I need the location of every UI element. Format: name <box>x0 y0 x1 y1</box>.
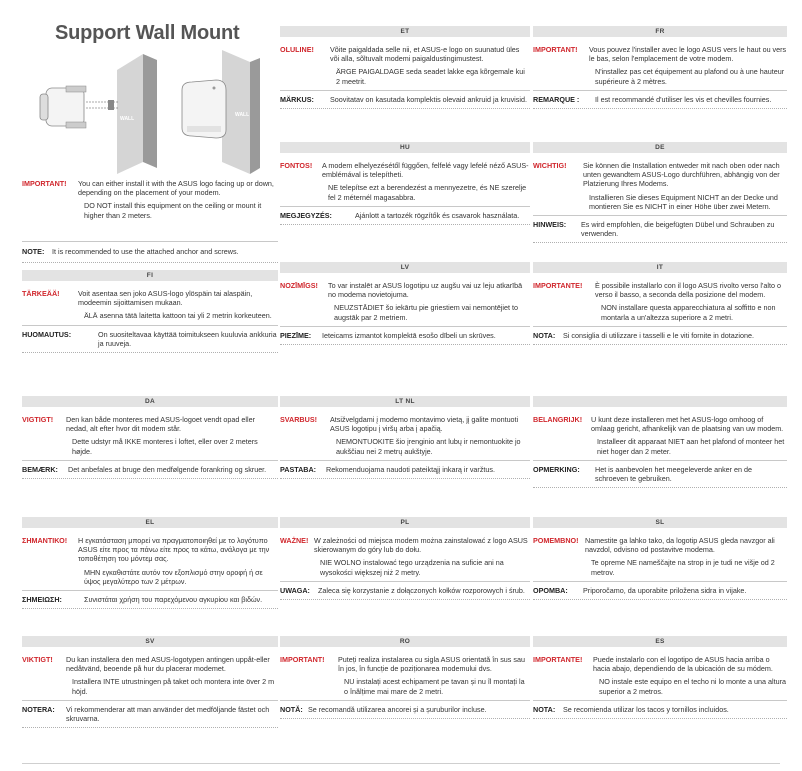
important-text-2: Installera INTE utrustningen på taket och montera inte över 2 m höjd. <box>72 677 275 696</box>
page-footer-line <box>22 763 780 764</box>
divider <box>280 718 530 719</box>
section-de <box>533 142 787 243</box>
note-label: BEMÆRK: <box>22 464 58 474</box>
important-text-2: NEUZSTĀDIET šo iekārtu pie griestiem vai nemontējiet to augstāk par 2 metriem. <box>334 303 519 322</box>
important-text-2: Installeer dit apparaat NIET aan het plafond of monteer het niet hoger dan 2 meter. <box>597 437 785 456</box>
note-text: Se recomandă utilizarea ancorei și a șuruburilor incluse. <box>308 704 487 714</box>
wall-label-right: WALL <box>235 112 250 118</box>
important-label: SVARBUS! <box>280 415 318 424</box>
important-text: Sie können die Installation entweder mit nach oben oder nach unten gewandtem ASUS-Logo durchführen, abhängig von der Platzierung Ihres Modems. <box>583 161 780 189</box>
note-label: PASTABA: <box>280 464 317 474</box>
note-text: Si consiglia di utilizzare i tasselli e le viti fornite in dotazione. <box>563 330 754 340</box>
important-label: ΣΗΜΑΝΤΙΚΟ! <box>22 536 68 545</box>
section-header: FI <box>22 270 278 281</box>
important-text: A modem elhelyezésétől függően, felfelé vagy lefelé néző ASUS-emblémával is telepítheti. <box>322 161 529 180</box>
router-mounted-view <box>182 80 226 138</box>
divider <box>533 599 787 600</box>
important-text: Voit asentaa sen joko ASUS-logo ylöspäin tai alaspäin, modeemin sijoittamisen mukaan. <box>78 289 253 308</box>
important-block <box>280 407 530 456</box>
note-label: OPOMBA: <box>533 585 568 595</box>
note-label: NOTA: <box>533 330 556 340</box>
important-text: Η εγκατάσταση μπορεί να πραγματοποιηθεί με το λογότυπο ASUS είτε προς τα πάνω είτε προς τα κάτω, ανάλογα με την τοποθέτηση του μόντεμ σας. <box>78 536 270 564</box>
important-block <box>533 153 787 211</box>
note-text: Il est recommandé d'utiliser les vis et chevilles fournies. <box>595 94 772 104</box>
important-text-2: NEMONTUOKITE šio įrenginio ant lubų ir nemontuokite jo aukščiau nei 2 metrų aukštyje. <box>336 437 521 456</box>
section-lv <box>280 262 530 345</box>
important-text-2: Dette udstyr må IKKE monteres i loftet, eller over 2 meters højde. <box>72 437 258 456</box>
note-block <box>22 591 278 604</box>
section-header: ET <box>280 26 530 37</box>
note-text: Ieteicams izmantot komplektā esošo dībeli un skrūves. <box>322 330 496 340</box>
note-block <box>280 327 530 340</box>
note-block <box>533 701 787 714</box>
section-da <box>22 396 278 479</box>
divider <box>533 718 787 719</box>
important-block-en <box>22 179 278 235</box>
divider <box>22 727 278 728</box>
note-text: Vi rekommenderar att man använder det medföljande fästet och skruvarna. <box>66 704 270 724</box>
section-header: FR <box>533 26 787 37</box>
note-block <box>533 91 787 104</box>
note-label: OPMERKING: <box>533 464 580 474</box>
important-label: IMPORTANT! <box>280 655 325 664</box>
divider <box>280 108 530 109</box>
note-label: NOTERA: <box>22 704 55 714</box>
note-block <box>22 326 278 348</box>
important-text: Puteți realiza instalarea cu sigla ASUS orientată în sus sau în jos, în funcție de poziționarea modemului dvs. <box>338 655 525 674</box>
note-text: On suositeltavaa käyttää toimitukseen kuuluvia ankkuria ja ruuveja. <box>98 329 277 348</box>
note-text: Zaleca się korzystanie z dołączonych kołków rozporowych i śrub. <box>318 585 525 595</box>
note-text: Rekomenduojama naudoti pateiktąjį inkarą ir varžtus. <box>326 464 495 474</box>
note-text: Se recomienda utilizar los tacos y tornillos incluidos. <box>563 704 729 714</box>
divider <box>22 352 278 353</box>
wall-mount-illustration <box>22 50 278 174</box>
important-label: POMEMBNO! <box>533 536 579 545</box>
important-block <box>22 528 278 586</box>
section-header: HU <box>280 142 530 153</box>
important-block <box>533 407 787 456</box>
divider <box>280 478 530 479</box>
note-block <box>22 461 278 474</box>
section-header: LV <box>280 262 530 273</box>
section-header: SL <box>533 517 787 528</box>
important-block <box>533 647 787 696</box>
section-header: ES <box>533 636 787 647</box>
section-pl <box>280 517 530 600</box>
important-block <box>22 647 278 696</box>
note-label: MEGJEGYZÉS: <box>280 210 332 220</box>
important-block <box>280 37 530 86</box>
important-block <box>22 281 278 321</box>
note-block <box>533 216 787 238</box>
important-text: You can either install it with the ASUS logo facing up or down, depending on the placement of your modem. <box>78 179 274 198</box>
important-text: Vous pouvez l'installer avec le logo ASUS vers le haut ou vers le bas, selon l'emplacement de votre modem. <box>589 45 787 64</box>
section-header: SV <box>22 636 278 647</box>
section-sl <box>533 517 787 600</box>
note-text: It is recommended to use the attached anchor and screws. <box>52 247 239 256</box>
important-block <box>280 528 530 577</box>
important-text: To var instalēt ar ASUS logotipu uz augšu vai uz leju atkarībā no modema novietojuma. <box>328 281 523 300</box>
important-block <box>22 407 278 456</box>
section-el <box>22 517 278 609</box>
note-label: MÄRKUS: <box>280 94 314 104</box>
note-text: Συνιστάται χρήση του παρεχόμενου αγκυρίου και βιδών. <box>84 595 263 605</box>
important-text-2: Te opreme NE nameščajte na strop in je tudi ne višje od 2 metrov. <box>591 558 775 577</box>
important-text: È possibile installarlo con il logo ASUS rivolto verso l'alto o verso il basso, a seconda della posizione del modem. <box>595 281 781 300</box>
note-label: HUOMAUTUS: <box>22 329 72 339</box>
section-sv <box>22 636 278 728</box>
note-block <box>533 461 787 483</box>
important-text-2: NU instalați acest echipament pe tavan și nu îl montați la o înălțime mai mare de 2 metri. <box>344 677 525 696</box>
important-text: Den kan både monteres med ASUS-logoet vendt opad eller nedad, alt efter hvor dit modem står. <box>66 415 255 434</box>
note-block <box>280 582 530 595</box>
note-label: HINWEIS: <box>533 220 567 230</box>
important-text-2: ÄRGE PAIGALDAGE seda seadet lakke ega kõrgemale kui 2 meetrit. <box>336 67 525 86</box>
section-header: LT NL <box>280 396 530 407</box>
important-block <box>280 153 530 202</box>
note-label: REMARQUE : <box>533 94 580 104</box>
note-block-en <box>22 242 278 256</box>
section-header: EL <box>22 517 278 528</box>
important-label: BELANGRIJK! <box>533 415 583 424</box>
wall-right <box>222 50 260 174</box>
section-nl <box>533 396 787 488</box>
section-fr <box>533 26 787 109</box>
wall-left <box>117 54 157 174</box>
important-block <box>280 273 530 322</box>
section-en <box>22 179 278 263</box>
important-text-2: NE telepítse ezt a berendezést a mennyezetre, és NE szerelje fel 2 méternél magasabbra. <box>328 183 527 202</box>
note-text: Het is aanbevolen het meegeleverde anker en de schroeven te gebruiken. <box>595 464 753 484</box>
important-text-2: NIE WOLNO instalować tego urządzenia na suficie ani na wysokości większej niż 2 metry. <box>320 558 504 577</box>
important-label: WAŻNE! <box>280 536 309 545</box>
note-text: Soovitatav on kasutada komplektis olevaid ankruid ja kruvisid. <box>330 94 527 104</box>
divider <box>533 108 787 109</box>
important-label: OLULINE! <box>280 45 314 54</box>
important-text-2: NO instale este equipo en el techo ni lo monte a una altura superior a 2 metros. <box>599 677 786 696</box>
divider <box>280 599 530 600</box>
note-block <box>533 582 787 595</box>
note-label: NOTĂ: <box>280 704 303 714</box>
important-label: NOZĪMĪGS! <box>280 281 318 290</box>
section-fi <box>22 270 278 353</box>
section-header: DE <box>533 142 787 153</box>
divider <box>533 487 787 488</box>
note-block <box>280 91 530 104</box>
important-text: Namestite ga lahko tako, da logotip ASUS gleda navzgor ali navzdol, odvisno od postavitve modema. <box>585 536 775 555</box>
note-label: NOTE: <box>22 247 45 256</box>
section-lt <box>280 396 530 479</box>
important-text-2: N'installez pas cet équipement au plafond ou à une hauteur supérieure à 2 mètres. <box>595 67 785 86</box>
important-text-2: DO NOT install this equipment on the ceiling or mount it higher than 2 meters. <box>84 201 262 220</box>
note-block <box>280 207 530 220</box>
section-hu <box>280 142 530 225</box>
section-it <box>533 262 787 345</box>
important-text: U kunt deze installeren met het ASUS-logo omhoog of omlaag gericht, afhankelijk van de plaatsing van uw modem. <box>591 415 784 434</box>
note-label: UWAGA: <box>280 585 310 595</box>
note-block <box>533 327 787 340</box>
section-header: RO <box>280 636 530 647</box>
note-block <box>280 701 530 714</box>
important-block <box>533 37 787 86</box>
divider <box>280 224 530 225</box>
note-label: ΣΗΜΕΙΩΣΗ: <box>22 595 62 605</box>
important-label: FONTOS! <box>280 161 313 170</box>
divider <box>533 344 787 345</box>
section-ro <box>280 636 530 719</box>
important-label: TÄRKEÄÄ! <box>22 289 60 298</box>
note-block <box>280 461 530 474</box>
important-text-2: ÄLÄ asenna tätä laitetta kattoon tai yli 2 metrin korkeuteen. <box>84 311 272 321</box>
important-label: IMPORTANT! <box>533 45 578 54</box>
important-label: IMPORTANTE! <box>533 655 583 664</box>
divider <box>22 608 278 609</box>
important-label: WICHTIG! <box>533 161 567 170</box>
important-text: Võite paigaldada selle nii, et ASUS-e logo on suunatud üles või alla, sõltuvalt modemi paigaldustingimustest. <box>330 45 520 64</box>
divider <box>22 262 278 263</box>
important-block <box>533 273 787 322</box>
important-text-2: Installieren Sie dieses Equipment NICHT an der Decke und montieren Sie es NICHT in einer Höhe über zwei Metern. <box>589 192 778 211</box>
important-label: VIGTIGT! <box>22 415 54 424</box>
divider <box>280 344 530 345</box>
important-text-2: ΜΗΝ εγκαθιστάτε αυτόν τον εξοπλισμό στην οροφή ή σε ύψος μεγαλύτερο των 2 μέτρων. <box>84 567 263 586</box>
important-block <box>280 647 530 696</box>
section-header: PL <box>280 517 530 528</box>
important-text: W zależności od miejsca modem można zainstalować z logo ASUS skierowanym do góry lub do dołu. <box>314 536 528 555</box>
important-label: IMPORTANTE! <box>533 281 583 290</box>
section-header <box>533 396 787 407</box>
note-block <box>22 701 278 723</box>
important-text-2: NON installare questa apparecchiatura al soffitto e non montarla a un'altezza superiore a 2 metri. <box>601 303 776 322</box>
page-title: Support Wall Mount <box>55 22 240 44</box>
section-es <box>533 636 787 719</box>
section-header: IT <box>533 262 787 273</box>
important-label: VIKTIGT! <box>22 655 53 664</box>
section-et <box>280 26 530 109</box>
note-text: Det anbefales at bruge den medfølgende forankring og skruer. <box>68 464 267 474</box>
note-text: Priporočamo, da uporabite priložena sidra in vijake. <box>583 585 747 595</box>
divider <box>22 478 278 479</box>
important-block <box>533 528 787 577</box>
note-label: PIEZĪME: <box>280 330 312 340</box>
important-label: IMPORTANT! <box>22 179 67 188</box>
section-header: DA <box>22 396 278 407</box>
note-text: Ajánlott a tartozék rögzítők és csavarok használata. <box>355 210 520 220</box>
note-label: NOTA: <box>533 704 556 714</box>
note-text: Es wird empfohlen, die beigefügten Dübel und Schrauben zu verwenden. <box>581 220 775 239</box>
router-side-view <box>40 86 118 128</box>
wall-label-left: WALL <box>120 116 135 122</box>
important-text: Du kan installera den med ASUS-logotypen antingen uppåt-eller nedåtvänd, beoende på hur du placerar modemet. <box>66 655 270 674</box>
important-text: Atsižvelgdami į modemo montavimo vietą, jį galite montuoti ASUS logotipu į viršų arba į apačią. <box>330 415 519 434</box>
divider <box>533 242 787 243</box>
important-text: Puede instalarlo con el logotipo de ASUS hacia arriba o hacia abajo, dependiendo de la ubicación de su módem. <box>593 655 773 674</box>
